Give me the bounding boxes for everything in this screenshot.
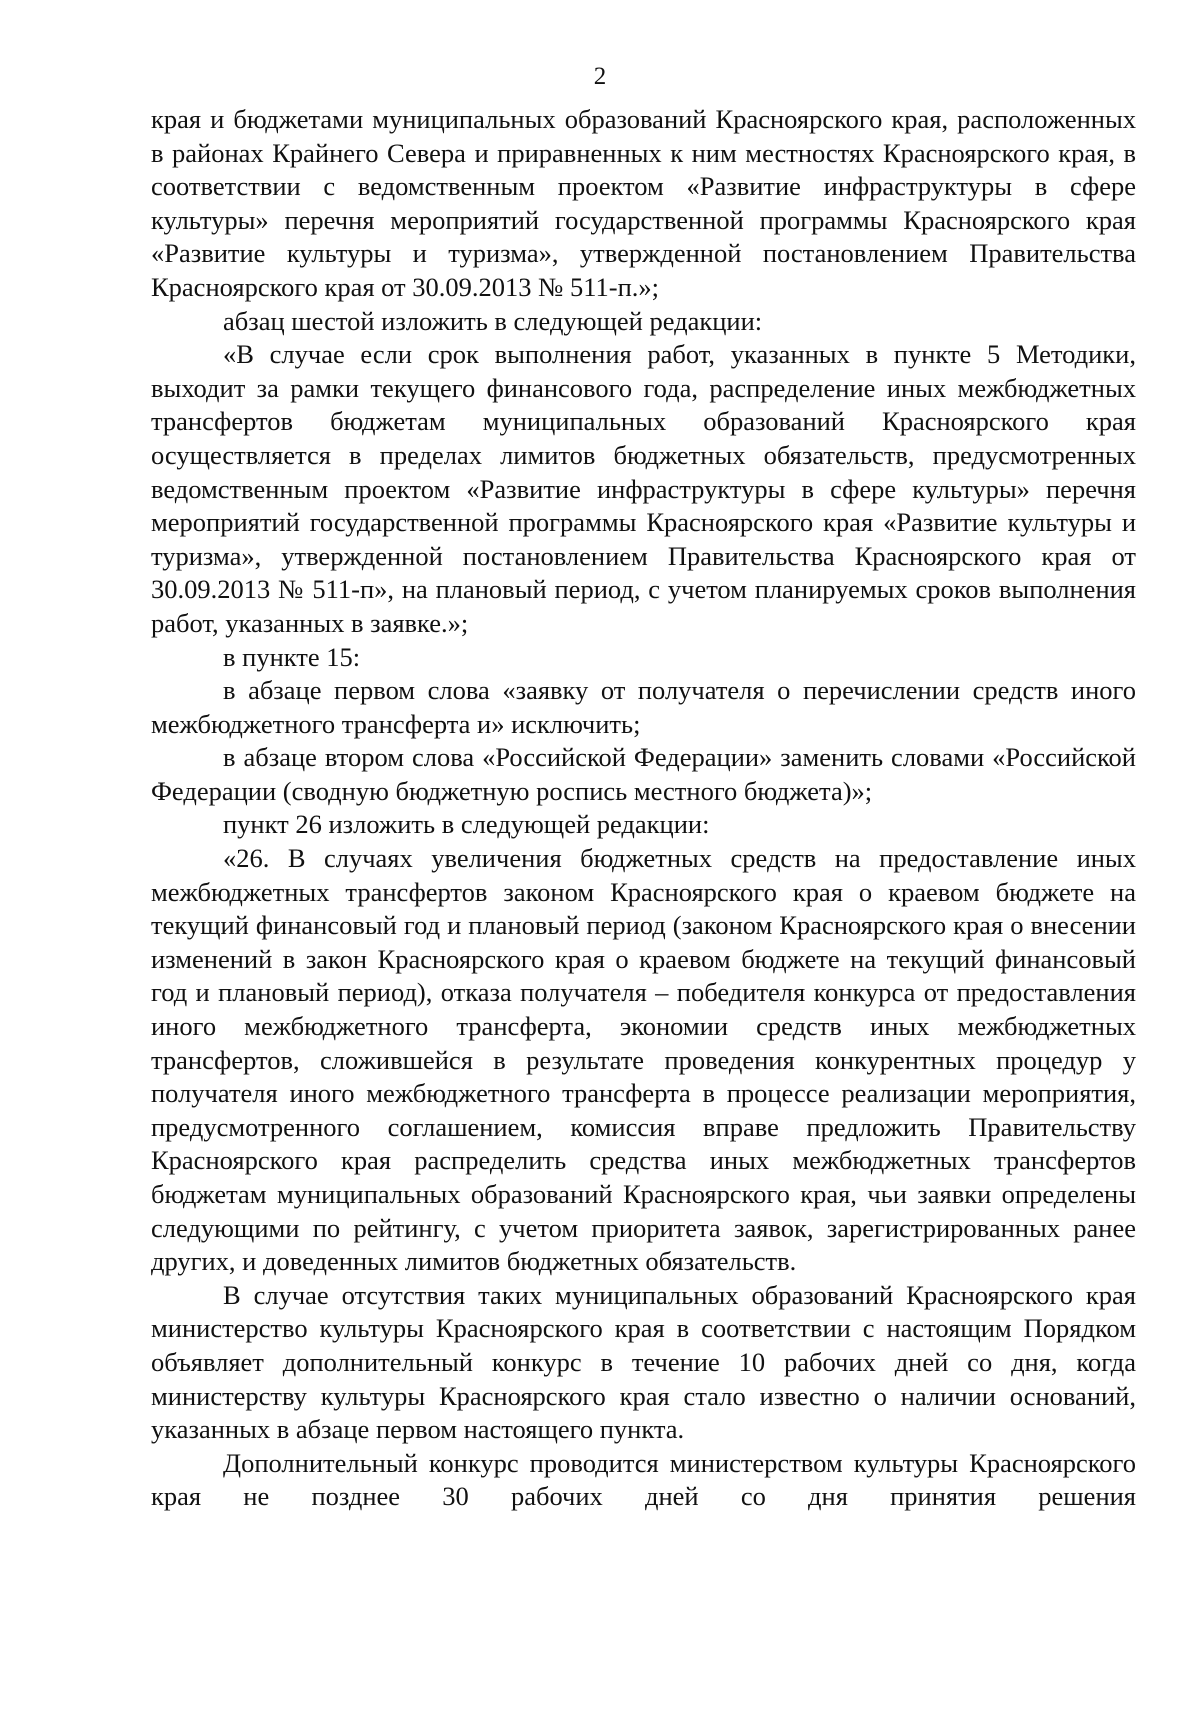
paragraph-point-26-text: «26. В случаях увеличения бюджетных средств на предоставление иных межбюджетных трансфертов законом Красноярского края о краевом бюджете на текущий финансовый год и плановый период (законом Красноярского края о внесении изменений в закон Красноярского края о краевом бюджете на текущий финансовый год и плановый период), отказа получателя – победителя конкурса от предоставления иного межбюджетного трансферта, экономии средств иных межбюджетных трансфертов, сложившейся в результате проведения конкурентных процедур у получателя иного межбюджетного трансферта в процессе реализации мероприятия, предусмотренного соглашением, комиссия вправе предложить Правительству Красноярского края распределить средства иных межбюджетных трансфертов бюджетам муниципальных образований Красноярского края, чьи заявки определены следующими по рейтингу, с учетом приоритета заявок, зарегистрированных ранее других, и доведенных лимитов бюджетных обязательств.	[151, 843, 1136, 1277]
paragraph-additional-contest: В случае отсутствия таких муниципальных образований Красноярского края министерство культуры Красноярского края в соответствии с настоящим Порядком объявляет дополнительный конкурс в течение 10 рабочих дней со дня, когда министерству культуры Красноярского края стало известно о наличии оснований, указанных в абзаце первом настоящего пункта.	[151, 1279, 1136, 1445]
paragraph-amendment-text: «В случае если срок выполнения работ, указанных в пункте 5 Методики, выходит за рамки текущего финансового года, распределение иных межбюджетных трансфертов бюджетам муниципальных образований Красноярского края осуществляется в пределах лимитов бюджетных обязательств, предусмотренных ведомственным проектом «Развитие инфраструктуры в сфере культуры» перечня мероприятий государственной программы Красноярского края «Развитие культуры и туризма», утвержденной постановлением Правительства Красноярского края от 30.09.2013 № 511-п», на плановый период, с учетом планируемых сроков выполнения работ, указанных в заявке.»;	[151, 339, 1136, 638]
paragraph-continuation: края и бюджетами муниципальных образований Красноярского края, расположенных в районах Крайнего Севера и приравненных к ним местностях Красноярского края, в соответствии с ведомственным проектом «Развитие инфраструктуры в сфере культуры» перечня мероприятий государственной программы Красноярского края «Развитие культуры и туризма», утвержденной постановлением Правительства Красноярского края от 30.09.2013 № 511-п.»;	[151, 104, 1136, 302]
page-number: 2	[593, 63, 607, 90]
paragraph-second-subparagraph: в абзаце втором слова «Российской Федерации» заменить словами «Российской Федерации (сводную бюджетную роспись местного бюджета)»;	[151, 742, 1136, 806]
paragraph-point-26-instruction: пункт 26 изложить в следующей редакции:	[223, 809, 710, 840]
paragraph-contest-deadline: Дополнительный конкурс проводится министерством культуры Красноярского края не позднее 30 рабочих дней со дня принятия решения	[151, 1447, 1136, 1512]
paragraph-amendment-instruction: абзац шестой изложить в следующей редакции:	[223, 305, 763, 336]
paragraph-first-subparagraph: в абзаце первом слова «заявку от получателя о перечислении средств иного межбюджетного трансферта и» исключить;	[151, 675, 1136, 739]
document-body	[151, 103, 1136, 1514]
paragraph-point-15: в пункте 15:	[223, 641, 361, 672]
